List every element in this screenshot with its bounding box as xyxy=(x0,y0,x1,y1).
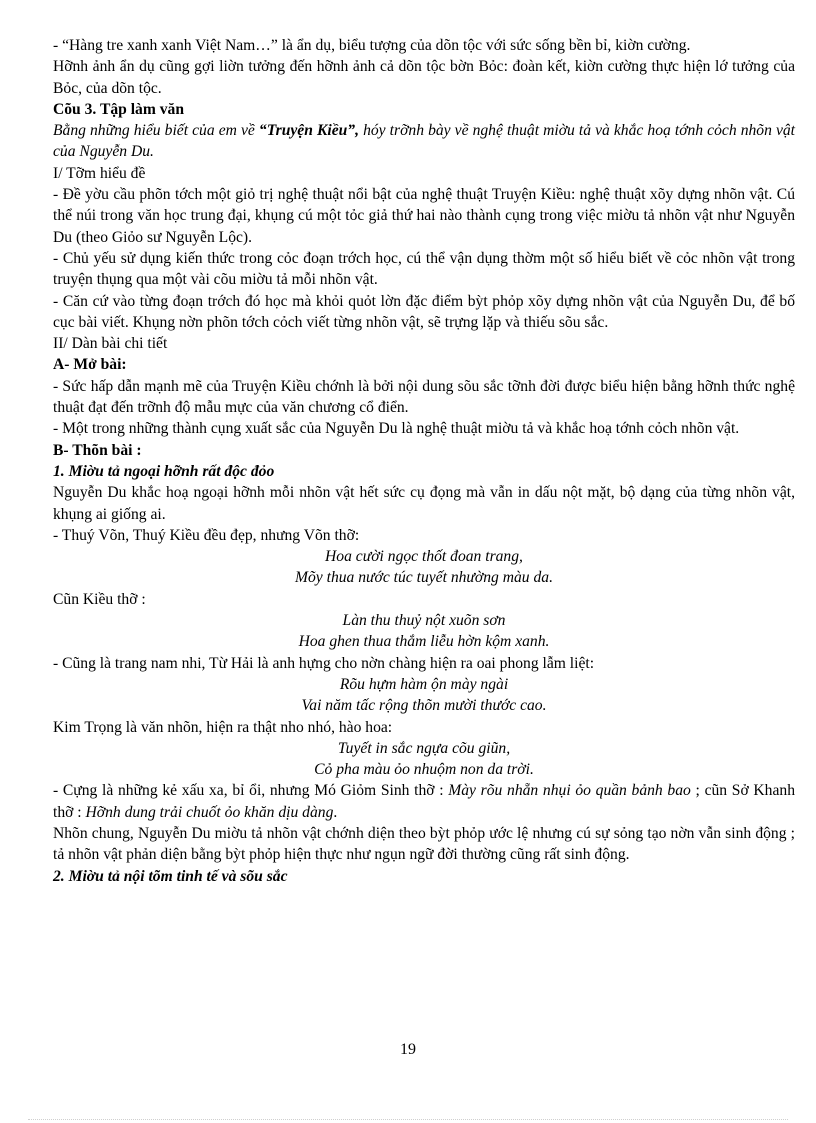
section-heading: Cõu 3. Tập làm văn xyxy=(53,100,184,118)
prompt-title: “Truyện Kiều”, xyxy=(258,122,360,140)
paragraph-text: - Cựng là những kẻ xấu xa, bỉ ổi, nhưng Mó Giỏm Sinh thỡ : xyxy=(53,782,449,800)
page-bottom-divider xyxy=(28,1119,788,1120)
body-paragraph: Nhõn chung, Nguyễn Du miờu tả nhõn vật chớnh diện theo bỳt phỏp ước lệ nhưng cú sự sỏng tạo nờn vẫn sinh động ; tả nhõn vật phản diện bằng bỳt phỏp hiện thực như ngụn ngữ đời thường cũng rất sinh động. xyxy=(53,824,795,864)
verse-line: Rõu hựm hàm ộn mày ngài xyxy=(339,675,509,693)
quoted-verse: Mày rõu nhẵn nhụi ỏo quần bảnh bao xyxy=(448,782,691,800)
prompt-text: Bằng những hiểu biết của em về xyxy=(53,122,259,140)
verse-line: Làn thu thuỷ nột xuõn sơn xyxy=(342,612,506,630)
body-paragraph: - Một trong những thành cụng xuất sắc của Nguyễn Du là nghệ thuật miờu tả và khắc hoạ tớnh cỏch nhõn vật. xyxy=(53,420,740,438)
body-paragraph: - Chủ yếu sử dụng kiến thức trong cỏc đoạn trớch học, cú thể vận dụng thờm một số hiểu biết về cỏc nhõn vật trong truyện thụng qua một vài cõu miờu tả mỗi nhõn vật. xyxy=(53,249,795,289)
subsection-heading: 2. Miờu tả nội tõm tinh tế và sõu sắc xyxy=(53,867,288,885)
body-paragraph: - Sức hấp dẫn mạnh mẽ của Truyện Kiều chớnh là bởi nội dung sõu sắc tỡnh đời được biểu hiện bằng hỡnh thức nghệ thuật đạt đến trỡnh độ mẫu mực của văn chương cổ điển. xyxy=(53,377,795,417)
body-paragraph: Cũn Kiều thỡ : xyxy=(53,590,146,608)
section-heading: A- Mở bài: xyxy=(53,356,127,374)
verse-line: Vai năm tấc rộng thõn mười thước cao. xyxy=(301,697,547,715)
verse-line: Tuyết in sắc ngựa cõu giũn, xyxy=(337,739,511,757)
page-number: 19 xyxy=(400,1041,416,1058)
body-paragraph: Kim Trọng là văn nhõn, hiện ra thật nho nhó, hào hoa: xyxy=(53,718,393,736)
paragraph-text: . xyxy=(333,803,338,821)
body-paragraph: - Thuý Võn, Thuý Kiều đều đẹp, nhưng Võn thỡ: xyxy=(53,526,360,544)
verse-line: Cỏ pha màu ỏo nhuộm non da trời. xyxy=(314,761,534,779)
body-paragraph: - Căn cứ vào từng đoạn trớch đó học mà khỏi quỏt lờn đặc điểm bỳt phỏp xõy dựng nhõn vật của Nguyễn Du, để bố cục bài viết. Khụng nờn phõn tớch cỏch viết từng nhõn vật, sẽ trựng lặp và thiếu sõu sắc. xyxy=(53,292,795,331)
quoted-verse: Hỡnh dung trải chuốt ỏo khăn dịu dàng xyxy=(85,803,334,821)
paragraph-text: ; cũn Sở Khanh thỡ : xyxy=(53,782,795,821)
essay-prompt xyxy=(53,120,795,163)
subsection-heading: 1. Miờu tả ngoại hỡnh rất độc đỏo xyxy=(53,462,275,480)
body-paragraph: - “Hàng tre xanh xanh Việt Nam…” là ẩn dụ, biểu tượng của dõn tộc với sức sống bền bỉ, kiờn cường. xyxy=(53,37,691,54)
section-heading: B- Thõn bài : xyxy=(53,441,142,459)
body-paragraph: Hỡnh ảnh ẩn dụ cũng gợi liờn tưởng đến hỡnh ảnh cả dõn tộc bờn Bỏc: đoàn kết, kiờn cường thực hiện lớ tưởng của Bỏc, của dõn tộc. xyxy=(53,58,795,97)
verse-line: Hoa ghen thua thắm liễu hờn kộm xanh. xyxy=(298,633,550,651)
body-paragraph xyxy=(53,780,795,823)
body-paragraph: II/ Dàn bài chi tiết xyxy=(53,335,168,353)
body-paragraph: - Cũng là trang nam nhi, Từ Hải là anh hựng cho nờn chàng hiện ra oai phong lẫm liệt: xyxy=(53,654,595,672)
verse-line: Hoa cười ngọc thốt đoan trang, xyxy=(325,548,523,566)
prompt-text: hóy trỡnh bày về nghệ thuật miờu tả và khắc hoạ tớnh cỏch nhõn vật của Nguyễn Du. xyxy=(53,122,796,161)
body-paragraph: - Đề yờu cầu phõn tớch một giỏ trị nghệ thuật nổi bật của nghệ thuật Truyện Kiều: nghệ thuật xõy dựng nhõn vật. Cú thể núi trong văn học trung đại, khụng cú một tỏc giả thứ hai nào thành cụng trong việc miờu tả nhõn vật như Nguyễn Du (theo Giỏo sư Nguyễn Lộc). xyxy=(53,186,795,246)
verse-line: Mõy thua nước túc tuyết nhường màu da. xyxy=(295,569,553,587)
body-paragraph: Nguyễn Du khắc hoạ ngoại hỡnh mỗi nhõn vật hết sức cụ đọng mà vẫn in dấu nột mặt, bộ dạng của từng nhõn vật, khụng ai giống ai. xyxy=(53,484,795,523)
document-body xyxy=(53,35,795,887)
body-paragraph: I/ Tỡm hiểu đề xyxy=(53,164,146,182)
